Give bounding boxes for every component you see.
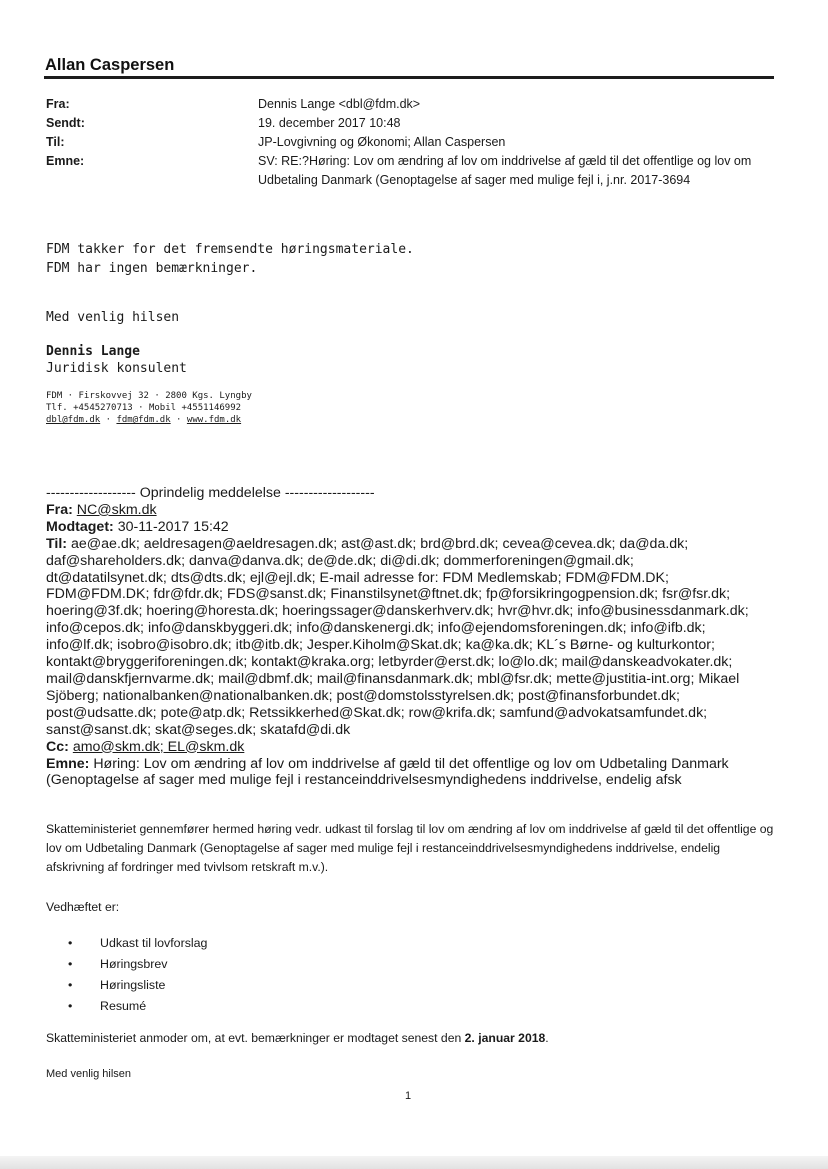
signature-phones: Tlf. +4545270713 · Mobil +4551146992 <box>46 403 242 413</box>
orig-received-row <box>46 519 776 536</box>
orig-cc-row <box>46 739 776 756</box>
orig-to-line: daf@shareholders.dk; danva@danva.dk; de@de.dk; di@di.dk; dommerforeningen@gmail.dk; <box>46 552 634 569</box>
deadline-end: . <box>545 1031 549 1045</box>
orig-from-link[interactable]: NC@skm.dk <box>76 501 157 518</box>
orig-received-value: 30-11-2017 15:42 <box>117 518 229 535</box>
orig-received-label: Modtaget: <box>46 518 114 535</box>
orig-to-line: dt@datatilsynet.dk; dts@dts.dk; ejl@ejl.dk; E-mail adresse for: FDM Medlemskab; FDM@FDM.DK; <box>46 569 669 586</box>
page-number: 1 <box>405 1090 412 1102</box>
attachments-heading: Vedhæftet er: <box>46 900 120 914</box>
orig-subject-label: Emne: <box>46 755 90 772</box>
orig-to-row <box>46 536 776 553</box>
fdm-reply-body <box>46 240 414 278</box>
deadline-date: 2. januar 2018 <box>464 1031 546 1045</box>
list-item <box>68 975 207 996</box>
orig-to-line: mail@danskfjernvarme.dk; mail@dbmf.dk; mail@finansdanmark.dk; mbl@fsr.dk; mette@justitia-int.org; Mikael <box>46 670 740 687</box>
orig-from-label: Fra: <box>46 501 73 518</box>
separator: · <box>170 415 187 425</box>
signature-links <box>46 414 252 426</box>
signature-name: Dennis Lange <box>46 344 140 359</box>
meta-label: Emne: <box>46 154 85 168</box>
orig-to-line: ae@ae.dk; aeldresagen@aeldresagen.dk; ast@ast.dk; brd@brd.dk; cevea@cevea.dk; da@da.dk; <box>70 535 689 552</box>
orig-to-line: sanst@sanst.dk; skat@seges.dk; skatafd@di.dk <box>46 721 351 738</box>
separator: · <box>100 415 117 425</box>
orig-cc-links[interactable]: amo@skm.dk; EL@skm.dk <box>72 738 245 755</box>
bullet-icon: • <box>68 999 73 1013</box>
header-rule <box>44 76 774 79</box>
meta-row-to <box>46 133 766 152</box>
orig-to-line: post@udsatte.dk; pote@atp.dk; Retssikkerhed@Skat.dk; row@krifa.dk; samfund@advokatsamfundet.dk; <box>46 704 708 721</box>
signature-contact <box>46 390 252 426</box>
orig-cc-label: Cc: <box>46 738 69 755</box>
orig-subject-value: Høring: Lov om ændring af lov om inddrivelse af gæld til det offentlige og lov om Udbetaling Danmark (Genoptagelse af sager med mulige fejl i restanceinddrivelsesmyndighedens inddrivelse, endelig afsk <box>46 755 729 789</box>
reply-greeting: Med venlig hilsen <box>46 310 180 325</box>
original-message-divider: ------------------- Oprindelig meddelelse ------------------- <box>46 485 375 501</box>
orig-to-line: FDM@FDM.DK; fdr@fdr.dk; FDS@sanst.dk; Finanstilsynet@ftnet.dk; fp@forsikringogpension.dk; fsr@fsr.dk; <box>46 586 731 603</box>
meta-value: 19. december 2017 10:48 <box>258 116 401 130</box>
orig-to-line: kontakt@bryggeriforeningen.dk; kontakt@kraka.org; letbyrder@erst.dk; lo@lo.dk; mail@danskeadvokater.dk; <box>46 654 733 671</box>
original-message-header <box>46 485 776 789</box>
signature-website-link[interactable]: www.fdm.dk <box>186 415 242 425</box>
meta-row-sent <box>46 114 766 133</box>
meta-label: Til: <box>46 135 65 149</box>
email-meta-block <box>46 95 766 190</box>
bullet-icon: • <box>68 978 73 992</box>
signature-email2-link[interactable]: fdm@fdm.dk <box>116 415 171 425</box>
bullet-icon: • <box>68 957 73 971</box>
list-item-label: Høringsliste <box>100 978 166 992</box>
attachments-list <box>68 933 207 1017</box>
meta-label: Sendt: <box>46 116 85 130</box>
scan-edge-shade <box>0 1156 828 1169</box>
list-item-label: Resumé <box>100 999 147 1013</box>
meta-row-from <box>46 95 766 114</box>
deadline-text: Skatteministeriet anmoder om, at evt. bemærkninger er modtaget senest den <box>46 1031 465 1045</box>
orig-from-row <box>46 502 776 519</box>
meta-value: Dennis Lange <dbl@fdm.dk> <box>258 97 421 111</box>
closing-greeting: Med venlig hilsen <box>46 1068 131 1080</box>
bullet-icon: • <box>68 936 73 950</box>
list-item-label: Høringsbrev <box>100 957 168 971</box>
list-item <box>68 933 207 954</box>
list-item <box>68 954 207 975</box>
orig-to-line: hoering@3f.dk; hoering@horesta.dk; hoeringssager@danskerhverv.dk; hvr@hvr.dk; info@businessdanmark.dk; <box>46 603 749 620</box>
list-item-label: Udkast til lovforslag <box>100 936 208 950</box>
orig-to-line: info@lf.dk; isobro@isobro.dk; itb@itb.dk; Jesper.Kiholm@Skat.dk; ka@ka.dk; KL´s Børne- og kulturkontor; <box>46 637 715 654</box>
recipient-name-header: Allan Caspersen <box>45 56 175 74</box>
meta-row-subject <box>46 152 766 190</box>
reply-line: FDM har ingen bemærkninger. <box>46 261 258 276</box>
message-paragraph: Skatteministeriet gennemfører hermed høring vedr. udkast til forslag til lov om ændring af lov om inddrivelse af gæld til det offentlige og lov om Udbetaling Danmark (Genoptagelse af sager med mulige fejl i restanceinddrivelsesmyndighedens inddrivelse, endelig afskrivning af fordringer med tvivlsom retskraft m.v.). <box>46 822 774 874</box>
reply-line: FDM takker for det fremsendte høringsmateriale. <box>46 242 414 257</box>
meta-value: JP-Lovgivning og Økonomi; Allan Caspersen <box>258 135 506 149</box>
signature-address: FDM · Firskovvej 32 · 2800 Kgs. Lyngby <box>46 391 252 401</box>
meta-label: Fra: <box>46 97 70 111</box>
meta-value: SV: RE:?Høring: Lov om ændring af lov om inddrivelse af gæld til det offentlige og lov om Udbetaling Danmark (Genoptagelse af sager med mulige fejl i, j.nr. 2017-3694 <box>258 154 752 187</box>
signature-title: Juridisk konsulent <box>46 361 187 376</box>
list-item <box>68 996 207 1017</box>
orig-to-line: info@cepos.dk; info@danskbyggeri.dk; info@danskenergi.dk; info@ejendomsforeningen.dk; info@ifb.dk; <box>46 620 706 637</box>
orig-to-line: Sjöberg; nationalbanken@nationalbanken.dk; post@domstolsstyrelsen.dk; post@finansforbundet.dk; <box>46 687 680 704</box>
orig-subject-row <box>46 756 776 790</box>
deadline-paragraph <box>46 1029 776 1048</box>
orig-to-label: Til: <box>46 535 68 552</box>
signature-email-link[interactable]: dbl@fdm.dk <box>46 415 101 425</box>
